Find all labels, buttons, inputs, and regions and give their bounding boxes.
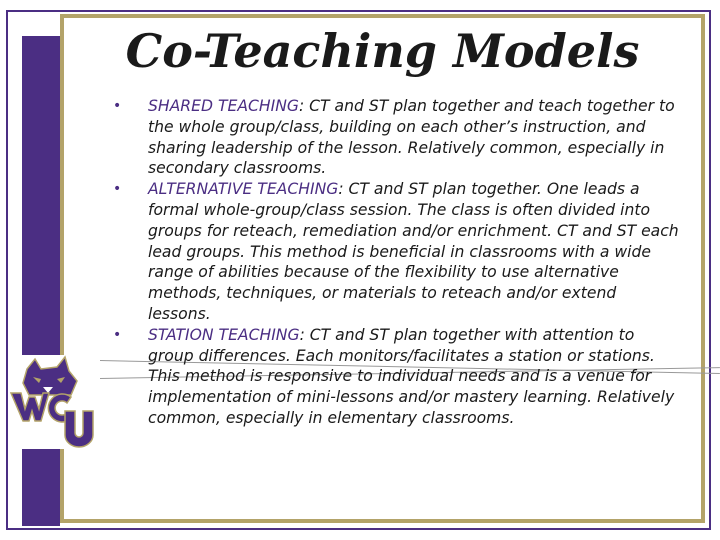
list-item xyxy=(113,325,683,429)
bullet-dot-icon: • xyxy=(113,98,122,114)
bullet-text: : CT and ST plan together with attention to group differences. Each monitors/facilitates a station or stations. This method is responsive to individual needs and is a venue for implementation of mini-lessons and/or mastery learning. Relatively common, especially in elementary classrooms. xyxy=(148,325,675,427)
bullet-term: SHARED TEACHING xyxy=(148,97,299,115)
bullet-term: STATION TEACHING xyxy=(148,325,300,344)
list-item xyxy=(113,96,683,179)
bullet-list xyxy=(113,96,683,429)
list-item xyxy=(113,179,683,325)
bullet-term: ALTERNATIVE TEACHING xyxy=(148,180,339,199)
wcu-catamount-logo-icon xyxy=(9,355,97,449)
bullet-text: : CT and ST plan together and teach together to the whole group/class, building on each other’s instruction, and sharing leadership of the lesson. Relatively common, especially in secondary classrooms. xyxy=(148,97,675,178)
bullet-dot-icon: • xyxy=(113,181,122,198)
purple-side-band xyxy=(22,36,60,526)
bullet-dot-icon: • xyxy=(113,326,122,343)
slide-title: Co-Teaching Models xyxy=(125,24,640,78)
bullet-text: : CT and ST plan together. One leads a formal whole-group/class session. The class is often divided into groups for reteach, remediation and/or enrichment. CT and ST each lead groups. This method is beneficial in classrooms with a wide range of abilities because of the flexibility to use alternative methods, techniques, or materials to reteach and/or extend lessons. xyxy=(148,180,679,323)
